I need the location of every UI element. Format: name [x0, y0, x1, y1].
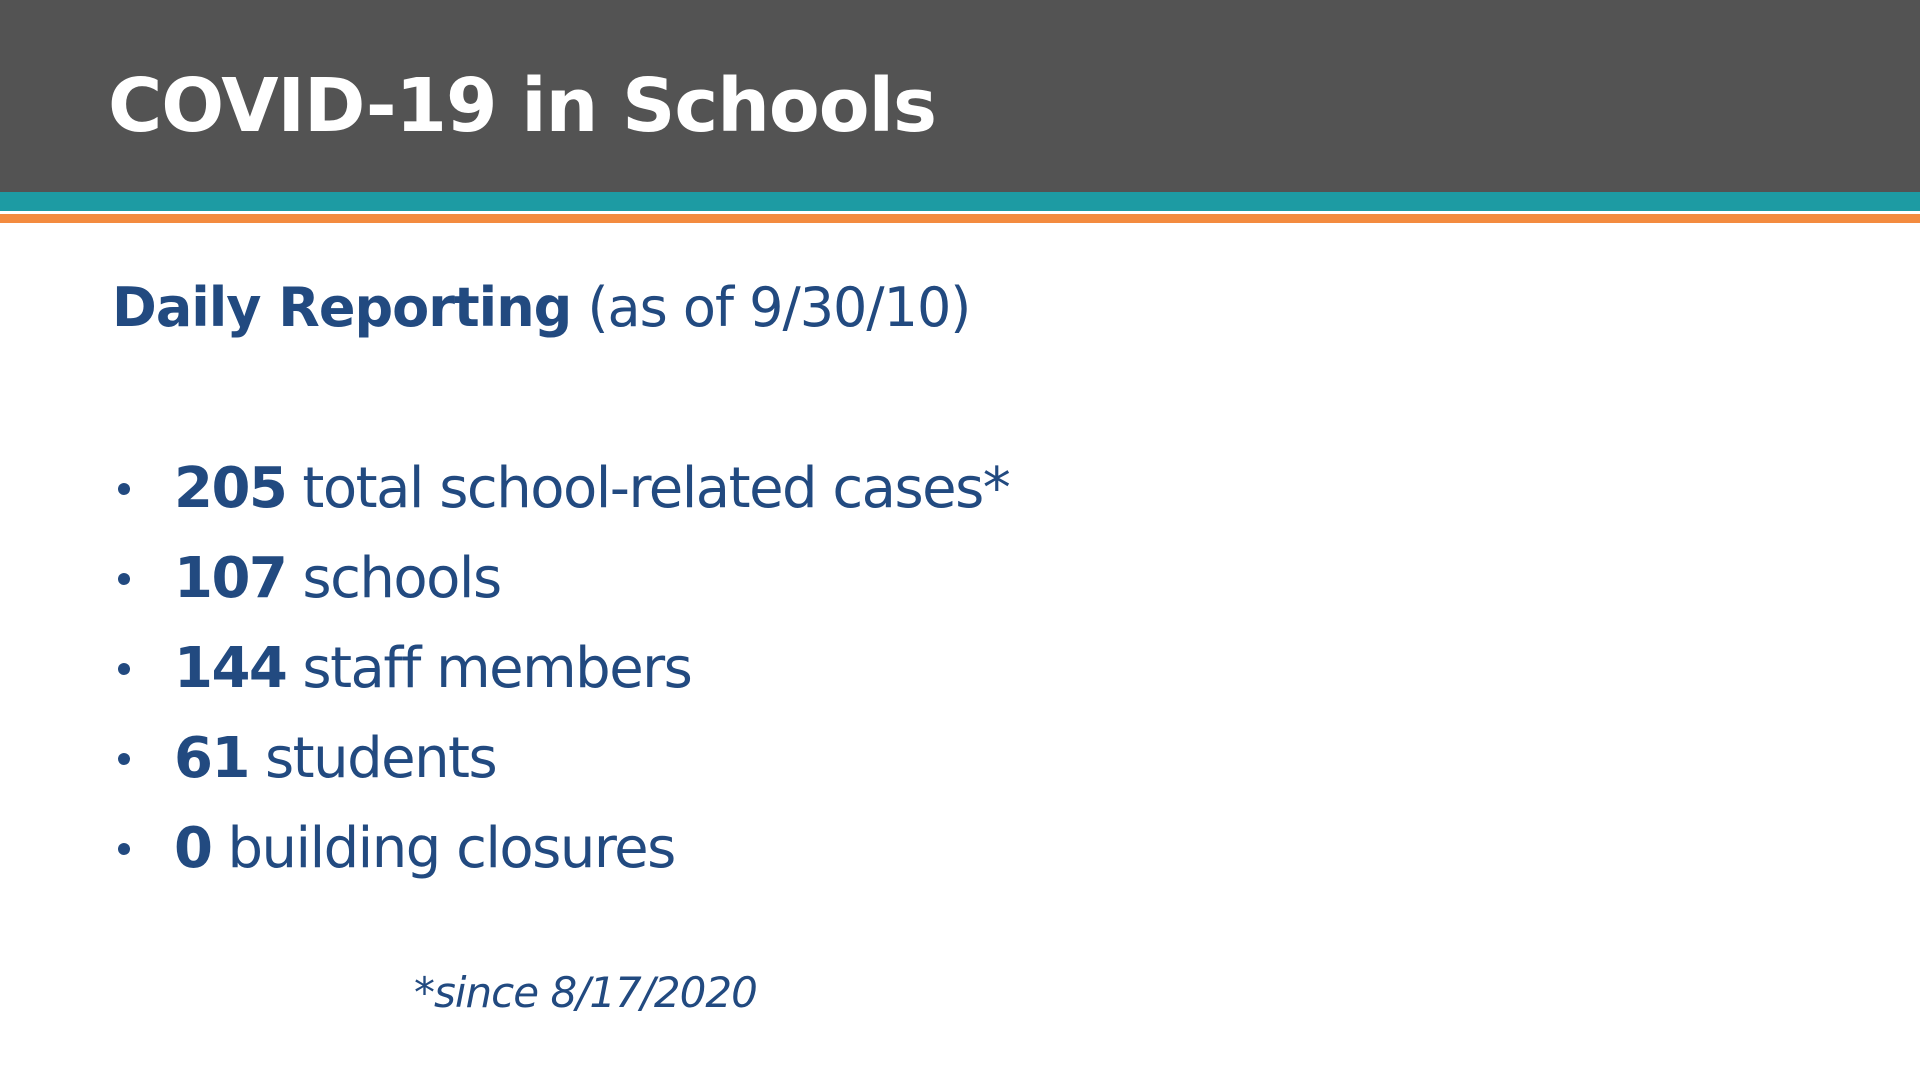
- stat-label: building closures: [227, 816, 675, 881]
- stat-label: total school-related cases*: [302, 456, 1010, 521]
- stat-label: staff members: [302, 636, 692, 701]
- stat-number: 61: [174, 726, 249, 791]
- subheading-bold: Daily Reporting: [112, 276, 572, 339]
- list-item: [112, 804, 1009, 894]
- bullet-dot-icon: [118, 663, 130, 675]
- subheading-date: (as of 9/30/10): [587, 276, 971, 339]
- stat-label: schools: [302, 546, 501, 611]
- list-item: [112, 534, 1009, 624]
- stat-label: students: [264, 726, 497, 791]
- list-item: [112, 714, 1009, 804]
- subheading: [112, 272, 970, 344]
- stat-number: 144: [174, 636, 287, 701]
- stat-number: 205: [174, 456, 287, 521]
- stat-number: 0: [174, 816, 212, 881]
- orange-stripe: [0, 214, 1920, 223]
- list-item: [112, 444, 1009, 534]
- list-item: [112, 624, 1009, 714]
- bullet-dot-icon: [118, 573, 130, 585]
- bullet-dot-icon: [118, 483, 130, 495]
- bullet-dot-icon: [118, 753, 130, 765]
- stats-list: [112, 444, 1009, 894]
- teal-stripe: [0, 192, 1920, 211]
- footnote: *since 8/17/2020: [414, 968, 757, 1017]
- slide-title: COVID-19 in Schools: [108, 63, 937, 149]
- title-bar: [0, 0, 1920, 192]
- stat-number: 107: [174, 546, 287, 611]
- bullet-dot-icon: [118, 843, 130, 855]
